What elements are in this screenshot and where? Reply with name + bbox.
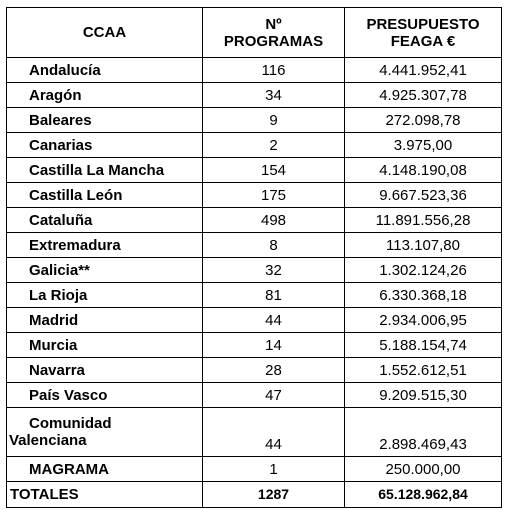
row-programas: 32: [203, 258, 345, 283]
row-programas: 8: [203, 233, 345, 258]
row-programas: 116: [203, 58, 345, 83]
row-ccaa: La Rioja: [7, 283, 203, 308]
header-presupuesto: [345, 8, 502, 58]
row-programas: 14: [203, 333, 345, 358]
row-ccaa: Murcia: [7, 333, 203, 358]
header-presupuesto-line1: PRESUPUESTO: [366, 15, 480, 33]
row-ccaa: Extremadura: [7, 233, 203, 258]
table-row: [7, 108, 502, 133]
row-programas: 44: [203, 408, 345, 457]
table-row: [7, 158, 502, 183]
valenciana-line2: Valenciana: [9, 432, 87, 449]
totals-row: [7, 482, 502, 508]
row-presupuesto: 2.898.469,43: [345, 408, 502, 457]
table-row: [7, 333, 502, 358]
row-programas: 47: [203, 383, 345, 408]
row-presupuesto: 11.891.556,28: [345, 208, 502, 233]
row-ccaa: Aragón: [7, 83, 203, 108]
row-ccaa: Baleares: [7, 108, 203, 133]
row-presupuesto: 9.667.523,36: [345, 183, 502, 208]
table-row: [7, 258, 502, 283]
row-programas: 9: [203, 108, 345, 133]
table-row: [7, 83, 502, 108]
totals-presupuesto: 65.128.962,84: [345, 482, 502, 508]
row-presupuesto: 272.098,78: [345, 108, 502, 133]
table-row: [7, 183, 502, 208]
table-row: [7, 133, 502, 158]
row-programas: 498: [203, 208, 345, 233]
budget-table: [6, 7, 502, 508]
row-programas: 44: [203, 308, 345, 333]
row-ccaa: Navarra: [7, 358, 203, 383]
row-ccaa: Castilla León: [7, 183, 203, 208]
row-presupuesto: 4.148.190,08: [345, 158, 502, 183]
row-programas: 28: [203, 358, 345, 383]
row-presupuesto: 5.188.154,74: [345, 333, 502, 358]
row-ccaa-magrama: MAGRAMA: [7, 457, 203, 482]
row-ccaa-valenciana: [7, 408, 203, 457]
table-row-valenciana: [7, 408, 502, 457]
table-row: [7, 283, 502, 308]
row-presupuesto: 4.925.307,78: [345, 83, 502, 108]
header-row: [7, 8, 502, 58]
row-programas: 2: [203, 133, 345, 158]
row-presupuesto: 2.934.006,95: [345, 308, 502, 333]
row-programas: 154: [203, 158, 345, 183]
header-programas-line1: Nº: [265, 15, 282, 33]
row-programas: 175: [203, 183, 345, 208]
row-presupuesto: 250.000,00: [345, 457, 502, 482]
table-row-magrama: [7, 457, 502, 482]
table-row: [7, 208, 502, 233]
table-row: [7, 358, 502, 383]
row-ccaa: Madrid: [7, 308, 203, 333]
totals-programas: 1287: [203, 482, 345, 508]
row-ccaa: Cataluña: [7, 208, 203, 233]
row-presupuesto: 6.330.368,18: [345, 283, 502, 308]
header-programas-line2: PROGRAMAS: [223, 32, 324, 50]
row-presupuesto: 4.441.952,41: [345, 58, 502, 83]
table-row: [7, 58, 502, 83]
valenciana-line1: Comunidad: [29, 415, 112, 432]
row-presupuesto: 1.552.612,51: [345, 358, 502, 383]
row-ccaa: Castilla La Mancha: [7, 158, 203, 183]
row-presupuesto: 9.209.515,30: [345, 383, 502, 408]
header-ccaa: CCAA: [7, 8, 203, 58]
totals-label: TOTALES: [7, 482, 203, 508]
row-ccaa: Andalucía: [7, 58, 203, 83]
row-ccaa: País Vasco: [7, 383, 203, 408]
row-programas: 34: [203, 83, 345, 108]
row-ccaa: Canarias: [7, 133, 203, 158]
row-presupuesto: 1.302.124,26: [345, 258, 502, 283]
row-programas: 1: [203, 457, 345, 482]
header-programas: [203, 8, 345, 58]
header-presupuesto-line2: FEAGA €: [390, 32, 456, 50]
table-row: [7, 233, 502, 258]
row-presupuesto: 113.107,80: [345, 233, 502, 258]
table-row: [7, 383, 502, 408]
row-ccaa: Galicia**: [7, 258, 203, 283]
row-presupuesto: 3.975,00: [345, 133, 502, 158]
row-programas: 81: [203, 283, 345, 308]
table-row: [7, 308, 502, 333]
